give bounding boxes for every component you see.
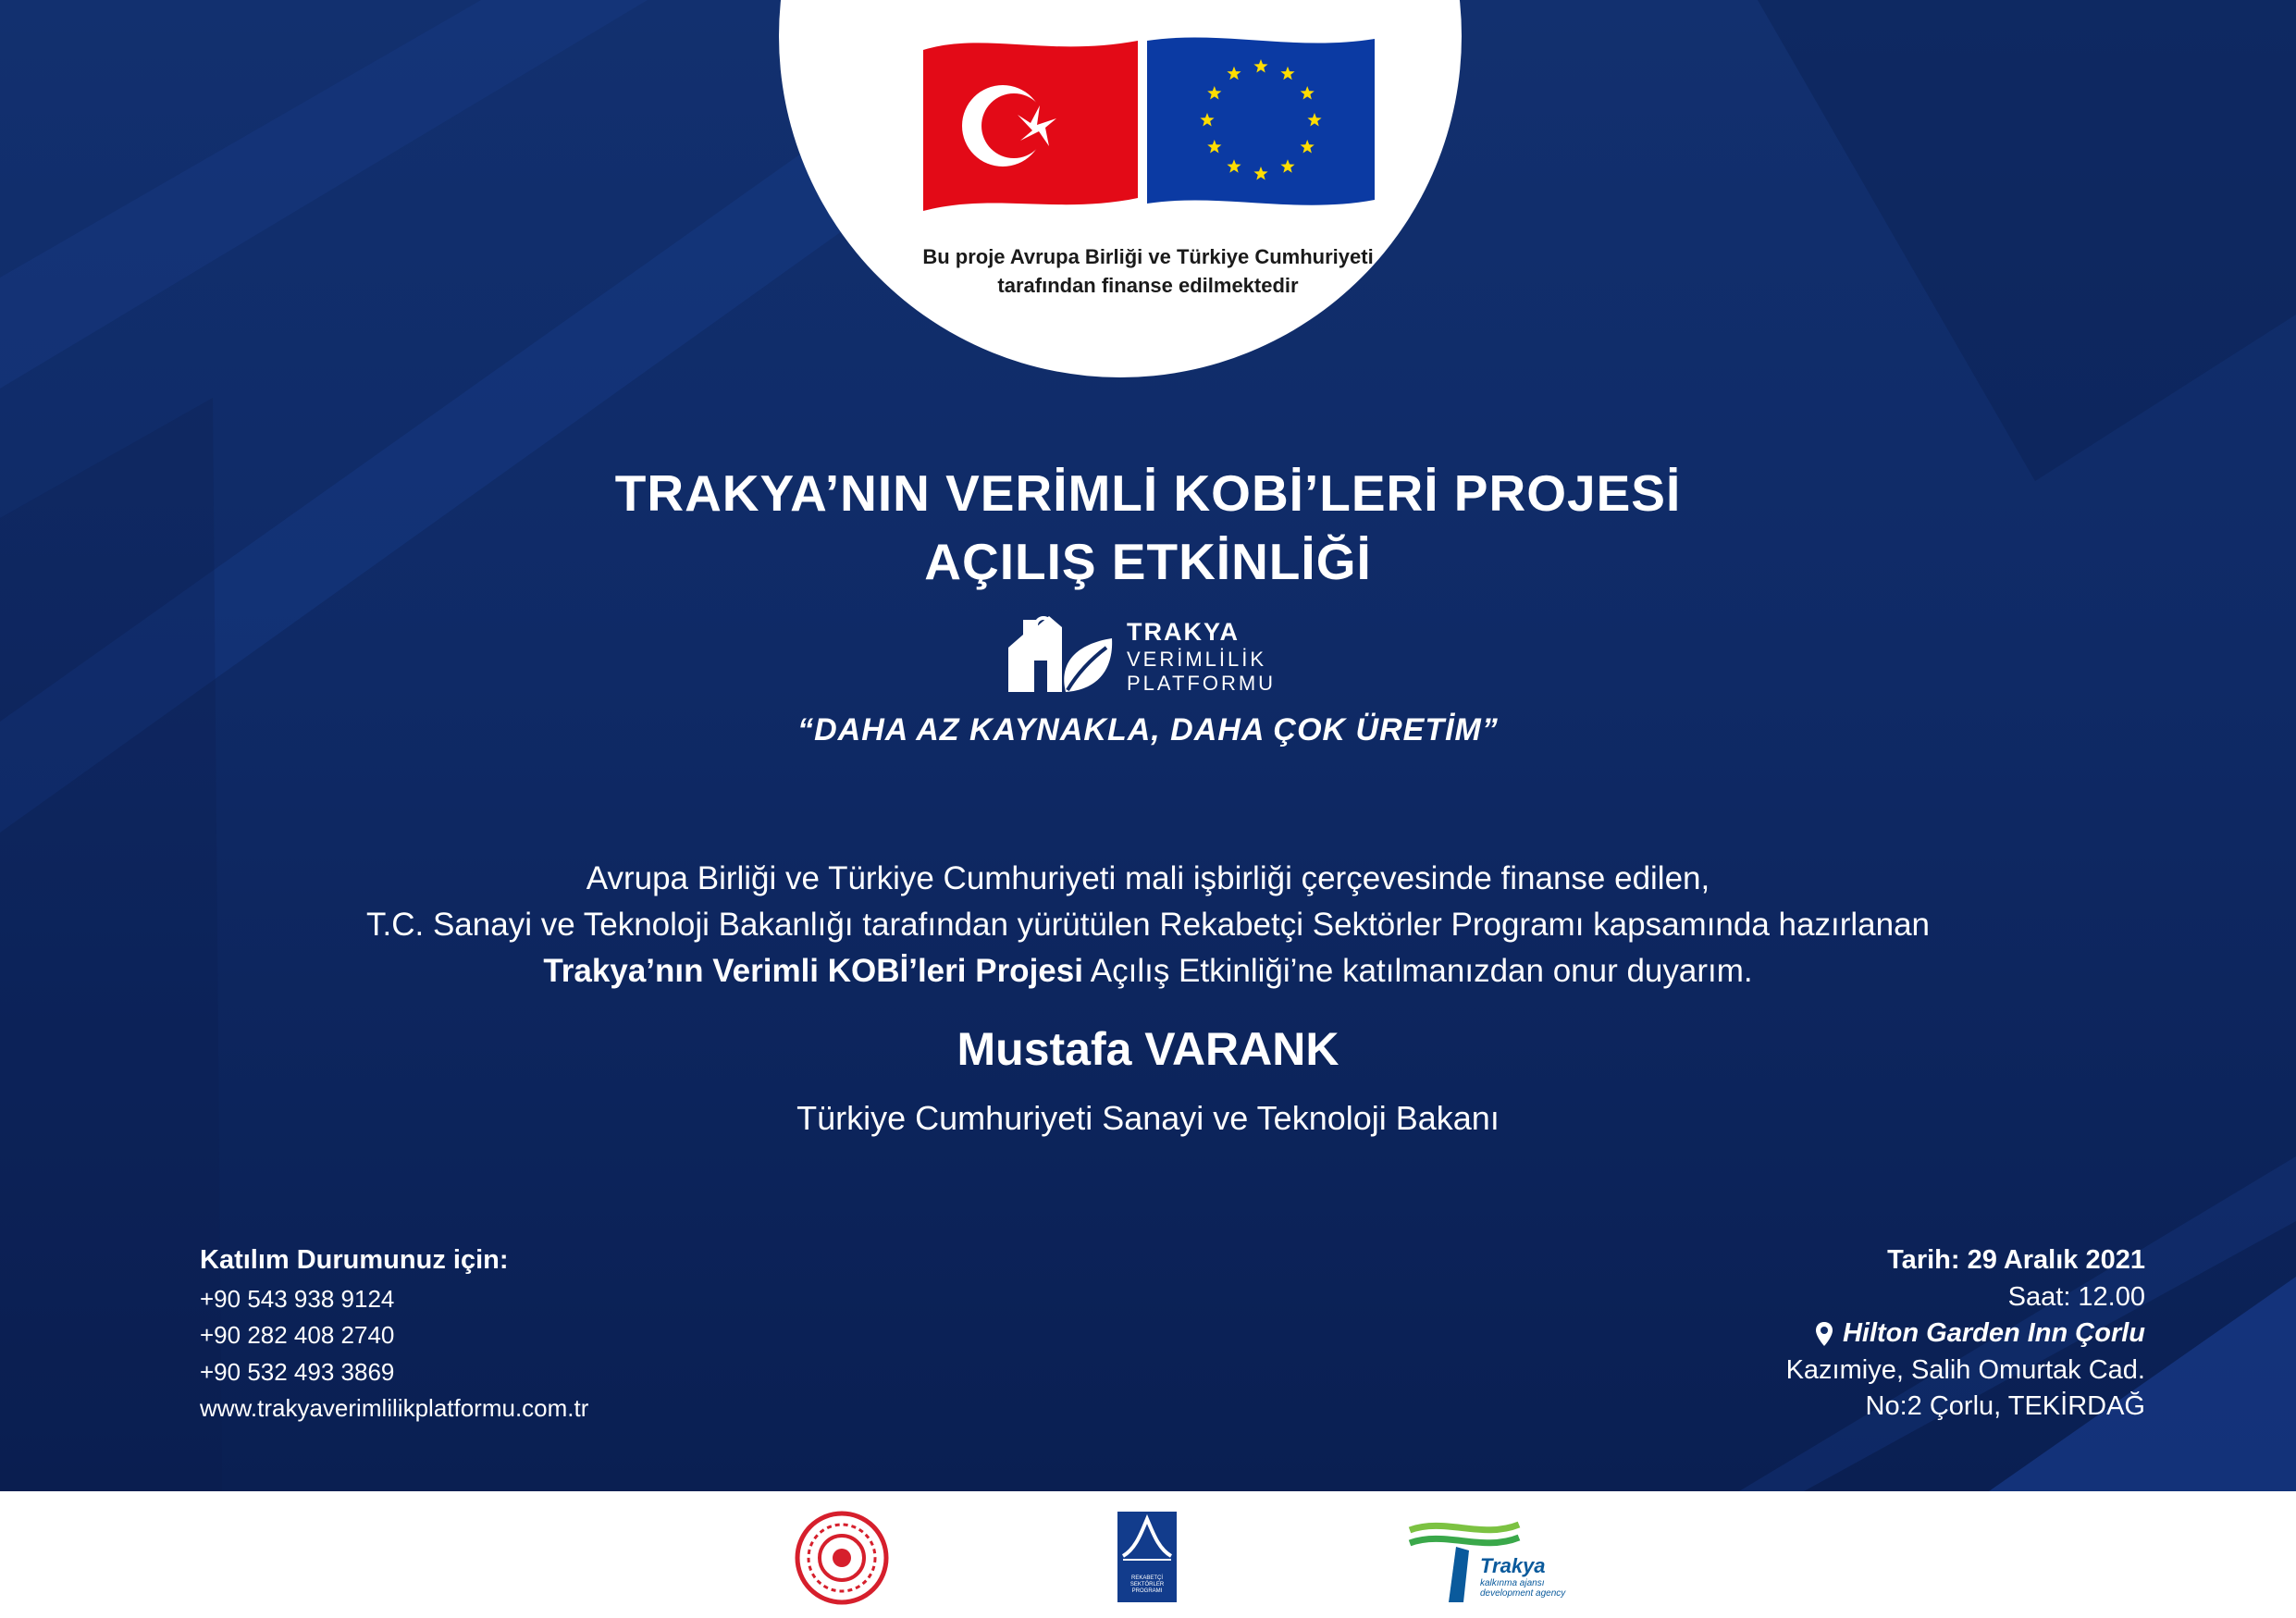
phone-3[interactable]: +90 532 493 3869 bbox=[200, 1357, 395, 1386]
trakya-logo-sub2: development agency bbox=[1480, 1588, 1566, 1599]
invitation-text bbox=[0, 856, 2296, 994]
invitation-line3-rest: Açılış Etkinliği’ne katılmanızdan onur duyarım. bbox=[1082, 953, 1753, 989]
eu-funding-caption bbox=[851, 242, 1445, 300]
event-address-line1: Kazımiye, Salih Omurtak Cad. bbox=[1785, 1354, 2145, 1385]
logo-line3: PLATFORMU bbox=[1127, 672, 1277, 695]
event-details bbox=[1786, 1242, 2145, 1426]
rsp-arch-icon bbox=[1117, 1512, 1177, 1567]
event-time: Saat: 12.00 bbox=[2007, 1281, 2145, 1312]
phone-2[interactable]: +90 282 408 2740 bbox=[200, 1321, 395, 1349]
ministry-seal-icon bbox=[794, 1510, 890, 1606]
factory-leaf-icon bbox=[1003, 607, 1117, 699]
website-link[interactable]: www.trakyaverimlilikplatformu.com.tr bbox=[200, 1394, 589, 1422]
logo-line1: TRAKYA bbox=[1127, 618, 1241, 646]
eu-caption-line1: Bu proje Avrupa Birliği ve Türkiye Cumhuriyeti bbox=[922, 245, 1374, 268]
invitation-line3 bbox=[0, 948, 2296, 994]
invitation-line1: Avrupa Birliği ve Türkiye Cumhuriyeti mali işbirliği çerçevesinde finanse edilen, bbox=[586, 860, 1710, 896]
event-venue-row bbox=[1786, 1315, 2145, 1352]
event-address-line2: No:2 Çorlu, TEKİRDAĞ bbox=[1865, 1391, 2145, 1421]
event-date: Tarih: 29 Aralık 2021 bbox=[1887, 1245, 2145, 1275]
invitation-line2: T.C. Sanayi ve Teknoloji Bakanlığı tarafından yürütülen Rekabetçi Sektörler Programı kapsamında hazırlanan bbox=[366, 907, 1930, 943]
rsp-logo-text: REKABETÇİ SEKTÖRLER PROGRAMI bbox=[1129, 1575, 1165, 1594]
trakya-logo-name: Trakya bbox=[1480, 1554, 1546, 1577]
eu-flag-icon bbox=[1147, 33, 1378, 215]
signer-name: Mustafa VARANK bbox=[957, 1023, 1339, 1075]
footer-logos bbox=[0, 1491, 2296, 1618]
phone-1[interactable]: +90 543 938 9124 bbox=[200, 1284, 395, 1313]
trakya-development-agency-logo bbox=[1408, 1513, 1574, 1606]
logo-line2: VERİMLİLİK bbox=[1127, 648, 1267, 671]
title-line2: AÇILIŞ ETKİNLİĞİ bbox=[924, 533, 1372, 590]
trakya-logo-sub bbox=[1480, 1578, 1565, 1599]
title-line1: TRAKYA’NIN VERİMLİ KOBİ’LERİ PROJESİ bbox=[614, 464, 1682, 522]
location-pin-icon bbox=[1815, 1321, 1833, 1347]
eu-caption-line2: tarafından finanse edilmektedir bbox=[997, 274, 1299, 297]
turkish-flag-icon bbox=[920, 33, 1142, 215]
page-title bbox=[0, 459, 2296, 596]
slogan: “DAHA AZ KAYNAKLA, DAHA ÇOK ÜRETİM” bbox=[797, 712, 1499, 747]
rsp-logo bbox=[1117, 1512, 1177, 1602]
contact-block bbox=[200, 1242, 588, 1427]
trakya-logo-sub1: kalkınma ajansı bbox=[1480, 1578, 1545, 1588]
signer-title: Türkiye Cumhuriyeti Sanayi ve Teknoloji Bakanı bbox=[796, 1099, 1500, 1137]
project-name: Trakya’nın Verimli KOBİ’leri Projesi bbox=[543, 953, 1083, 989]
contact-heading: Katılım Durumunuz için: bbox=[200, 1245, 509, 1275]
event-venue: Hilton Garden Inn Çorlu bbox=[1842, 1318, 2145, 1348]
trakya-verimlilik-platformu-logo bbox=[1003, 607, 1317, 699]
